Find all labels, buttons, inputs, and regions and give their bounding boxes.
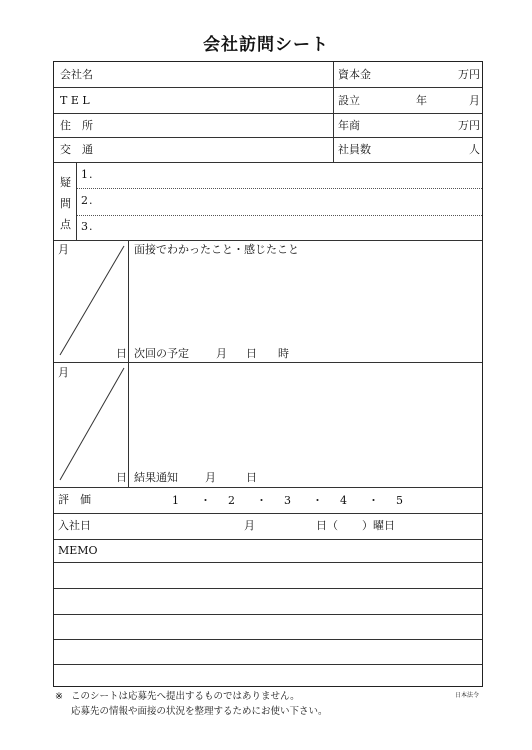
visit2-day: 日 [116,471,127,484]
rating-sep: ・ [368,494,379,507]
entry-day: 日（ [316,519,338,532]
address-label: 住 所 [60,119,93,132]
rating-5: 5 [396,494,403,507]
questions-char-3: 点 [60,218,71,231]
entry-month: 月 [244,519,255,532]
annual-sales-label: 年商 [338,119,360,132]
question-2: 2. [81,194,94,207]
next-schedule-label: 次回の予定 [134,347,189,360]
visit-sheet-form [53,61,483,687]
employees-unit: 人 [469,143,480,156]
rating-4: 4 [340,494,347,507]
visit1-day: 日 [116,347,127,360]
rating-1: 1 [172,494,179,507]
visit2-month: 月 [58,366,69,379]
result-month: 月 [205,471,216,484]
founded-label: 設立 [338,94,360,107]
rating-3: 3 [284,494,291,507]
annual-sales-unit: 万円 [458,119,480,132]
rating-2: 2 [228,494,235,507]
result-day: 日 [246,471,257,484]
questions-char-2: 問 [60,197,71,210]
footnote-line-1: このシートは応募先へ提出するものではありません。 [71,691,300,702]
employees-label: 社員数 [338,143,371,156]
founded-year-unit: 年 [416,94,427,107]
visit1-month: 月 [58,243,69,256]
rating-sep: ・ [256,494,267,507]
footnote-line-2: 応募先の情報や面接の状況を整理するためにお使い下さい。 [71,706,328,717]
entry-weekday: ）曜日 [362,519,395,532]
rating-sep: ・ [200,494,211,507]
rating-sep: ・ [312,494,323,507]
result-notice-label: 結果通知 [134,471,178,484]
rating-label: 評 価 [58,493,91,506]
capital-unit: 万円 [458,68,480,81]
date-diagonals [54,240,129,487]
next-day: 日 [246,347,257,360]
next-hour: 時 [278,347,289,360]
next-month: 月 [216,347,227,360]
founded-month-unit: 月 [469,94,480,107]
tel-label: T E L [60,94,90,107]
access-label: 交 通 [60,143,93,156]
company-name-label: 会社名 [60,68,93,81]
visit1-heading: 面接でわかったこと・感じたこと [134,243,299,256]
questions-char-1: 疑 [60,176,71,189]
question-3: 3. [81,220,94,233]
brand-logo: 日本法令 [455,692,480,699]
footnote-mark: ※ [55,691,63,702]
entry-date-label: 入社日 [58,519,91,532]
memo-label: MEMO [58,544,98,557]
question-1: 1. [81,168,94,181]
capital-label: 資本金 [338,68,371,81]
page-title: 会社訪問シート [203,35,329,55]
